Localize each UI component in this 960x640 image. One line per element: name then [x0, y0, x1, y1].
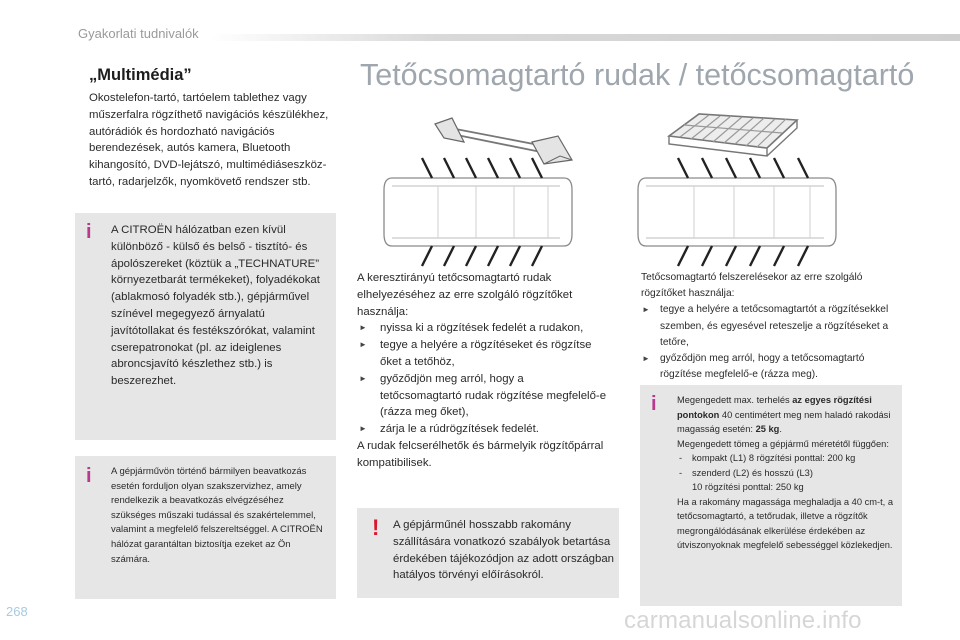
load-height-note: Ha a rakomány magassága meghaladja a 40 cm-t, a tetőcsomagtartó, a tetőrudak, illetve a rögzítők megrongálódásának elkerülése érdekében az útviszonyoknak megfelelő sebességgel közlekedjen. [677, 496, 894, 550]
warning-box-long-load [357, 508, 619, 598]
section-header: Gyakorlati tudnivalók [78, 26, 199, 41]
header-rule [210, 34, 960, 41]
load-limit-sub: 10 rögzítési ponttal: 250 kg [692, 482, 804, 492]
roof-rack-step: ► győződjön meg arról, hogy a tetőcsomagtartó rögzítése megfelelő-e (rázza meg). [641, 351, 903, 383]
page-number: 268 [6, 604, 28, 619]
warning-icon: ! [372, 515, 380, 540]
watermark: carmanualsonline.info [624, 607, 862, 634]
load-limit-per-point: Megengedett max. terhelés az egyes rögzítési pontokon 40 centimétert meg nem haladó rakodási magasság esetén: 25 kg. [677, 395, 891, 434]
load-limit-item: - szenderd (L2) és hosszú (L3) [677, 466, 899, 481]
multimedia-title: „Multimédia” [89, 66, 192, 84]
roof-bars-instructions [357, 270, 607, 472]
roof-bars-step: ► nyissa ki a rögzítések fedelét a rudakon, [357, 320, 607, 337]
info-icon: i [86, 221, 92, 243]
roof-bars-outro: A rudak felcserélhetők és bármelyik rögzítőpárral kompatibilisek. [357, 439, 604, 469]
info-icon: i [651, 393, 657, 415]
load-limits-text [677, 393, 899, 553]
info-box-service [75, 456, 336, 599]
roof-rack-intro: Tetőcsomagtartó felszerelésekor az erre szolgáló rögzítőket használja: [641, 272, 863, 300]
info-box-accessories [75, 213, 336, 440]
warning-box-text: A gépjárműnél hosszabb rakomány szállítására vonatkozó szabályok betartása érdekében tájékozódjon az adott országban hatályos törvényi előírásokról. [393, 519, 615, 582]
roof-bars-intro: A keresztirányú tetőcsomagtartó rudak elhelyezéséhez az erre szolgáló rögzítőket használja: [357, 272, 573, 318]
roof-bars-step: ► zárja le a rúdrögzítések fedelét. [357, 421, 607, 438]
van-top-view-bars-diagram [378, 150, 578, 270]
info-box-service-text: A gépjárművön történő bármilyen beavatkozás esetén forduljon olyan szakszervizhez, amely rendelkezik a beavatkozás elvégzéséhez szükséges műszaki tudással és szakértelemmel, valamint a megfelelő felszereltséggel. A CITROËN hálózat garantáltan biztosítja ezeket az Ön számára. [111, 466, 323, 565]
roof-rack-step: ► tegye a helyére a tetőcsomagtartót a rögzítésekkel szemben, és egyesével reteszelje a rögzítéseket a tetőre, [641, 302, 903, 351]
multimedia-text: Okostelefon-tartó, tartóelem tablethez vagy műszerfalra rögzíthető navigációs készülékhez, autórádiók és hordozható navigációs berendezések, autós kamera, Bluetooth kihangosító, DVD-lejátszó, multimédiáseszköz-tartó, radarjelzők, nyomkövető rendszer stb. [89, 92, 329, 188]
roof-bars-step: ► tegye a helyére a rögzítéseket és rögzítse őket a tetőhöz, [357, 337, 607, 371]
info-box-load-limits [640, 385, 902, 606]
roof-rack-instructions [641, 270, 903, 383]
roof-title: Tetőcsomagtartó rudak / tetőcsomagtartó [360, 58, 915, 92]
load-limit-by-size-intro: Megengedett tömeg a gépjármű méretétől függően: [677, 438, 889, 449]
van-top-view-rack-diagram [632, 150, 842, 270]
load-limit-item: - kompakt (L1) 8 rögzítési ponttal: 200 kg [677, 451, 899, 466]
info-icon: i [86, 465, 92, 487]
roof-bars-step: ► győződjön meg arról, hogy a tetőcsomagtartó rudak rögzítése megfelelő-e (rázza meg őket), [357, 371, 607, 421]
info-box-accessories-text: A CITROËN hálózatban ezen kívül különböző - külső és belső - tisztító- és ápolószereket (köztük a „TECHNATURE” környezetbarát termékeket), folyadékokat (ablakmosó folyadék stb.), gépjárművel színével megegyező árnyalatú javítótollakat és festékszórókat, valamint cserepatronokat (pl. az ideiglenes abroncsjavító készlethez stb.) is beszerezhet. [111, 224, 320, 388]
